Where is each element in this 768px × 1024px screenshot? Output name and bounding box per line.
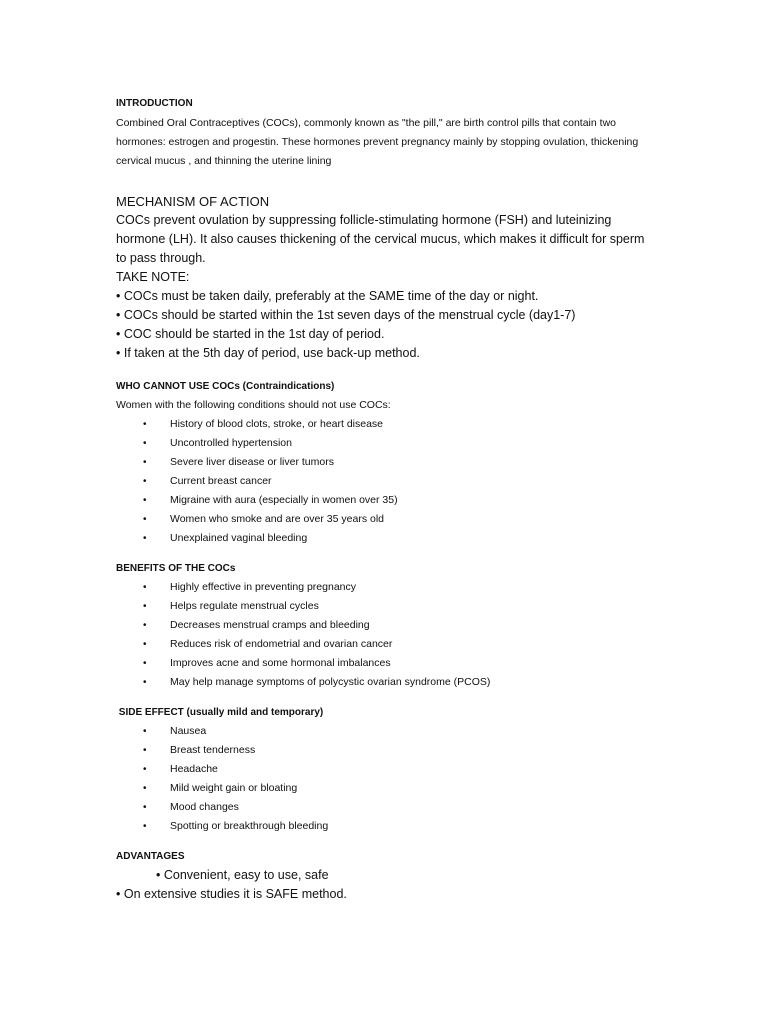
list-item: • Mild weight gain or bloating (116, 779, 676, 798)
bullet-icon: • (143, 601, 147, 612)
list-item: • Breast tenderness (116, 741, 676, 760)
bullet-icon: • (143, 783, 147, 794)
take-note-item: • COC should be started in the 1st day of period. (116, 327, 385, 341)
bullet-icon: • (143, 620, 147, 631)
introduction-line: cervical mucus , and thinning the uterine lining (116, 155, 332, 167)
list-item: • History of blood clots, stroke, or heart disease (116, 415, 676, 434)
bullet-icon: • (143, 476, 147, 487)
bullet-icon: • (143, 764, 147, 775)
bullet-icon: • (143, 745, 147, 756)
take-note-label: TAKE NOTE: (116, 270, 190, 284)
list-item: • Uncontrolled hypertension (116, 434, 676, 453)
list-item: • Nausea (116, 722, 676, 741)
mechanism-heading: MECHANISM OF ACTION (116, 194, 270, 209)
mechanism-line: to pass through. (116, 251, 206, 265)
list-item: • Improves acne and some hormonal imbalances (116, 654, 676, 673)
introduction-line: hormones: estrogen and progestin. These hormones prevent pregnancy mainly by stopping ovulation, thickening (116, 136, 639, 148)
bullet-icon: • (143, 639, 147, 650)
take-note-item: • COCs should be started within the 1st seven days of the menstrual cycle (day1-7) (116, 308, 576, 322)
bullet-icon: • (143, 658, 147, 669)
list-item: • Highly effective in preventing pregnancy (116, 578, 676, 597)
mechanism-line: COCs prevent ovulation by suppressing follicle-stimulating hormone (FSH) and luteinizing (116, 213, 612, 227)
list-item: • Headache (116, 760, 676, 779)
take-note-item: • COCs must be taken daily, preferably at the SAME time of the day or night. (116, 289, 539, 303)
list-item: • Helps regulate menstrual cycles (116, 597, 676, 616)
advantage-item: • Convenient, easy to use, safe (156, 868, 329, 882)
benefits-list (116, 578, 676, 692)
bullet-icon: • (143, 802, 147, 813)
contraindications-intro: Women with the following conditions should not use COCs: (116, 399, 391, 411)
bullet-icon: • (143, 582, 147, 593)
document-page (116, 97, 676, 904)
mechanism-line: hormone (LH). It also causes thickening of the cervical mucus, which makes it difficult for sperm (116, 232, 645, 246)
list-item: • Current breast cancer (116, 472, 676, 491)
list-item: • Severe liver disease or liver tumors (116, 453, 676, 472)
bullet-icon: • (143, 677, 147, 688)
list-item: • Unexplained vaginal bleeding (116, 529, 676, 548)
list-item: • Migraine with aura (especially in women over 35) (116, 491, 676, 510)
side-effects-list (116, 722, 676, 836)
bullet-icon: • (143, 821, 147, 832)
list-item: • May help manage symptoms of polycystic ovarian syndrome (PCOS) (116, 673, 676, 692)
bullet-icon: • (143, 438, 147, 449)
advantages-heading: ADVANTAGES (116, 851, 185, 862)
bullet-icon: • (143, 726, 147, 737)
list-item: • Women who smoke and are over 35 years old (116, 510, 676, 529)
side-effects-heading: SIDE EFFECT (usually mild and temporary) (116, 707, 324, 718)
introduction-line: Combined Oral Contraceptives (COCs), commonly known as "the pill," are birth control pills that contain two (116, 117, 616, 129)
benefits-heading: BENEFITS OF THE COCs (116, 563, 236, 574)
list-item: • Decreases menstrual cramps and bleeding (116, 616, 676, 635)
list-item: • Reduces risk of endometrial and ovarian cancer (116, 635, 676, 654)
bullet-icon: • (143, 514, 147, 525)
bullet-icon: • (143, 495, 147, 506)
list-item: • Spotting or breakthrough bleeding (116, 817, 676, 836)
bullet-icon: • (143, 419, 147, 430)
advantage-item: • On extensive studies it is SAFE method. (116, 887, 347, 901)
list-item: • Mood changes (116, 798, 676, 817)
contraindications-heading: WHO CANNOT USE COCs (Contraindications) (116, 381, 335, 392)
contraindications-list (116, 415, 676, 548)
take-note-item: • If taken at the 5th day of period, use back-up method. (116, 346, 420, 360)
bullet-icon: • (143, 533, 147, 544)
introduction-heading: INTRODUCTION (116, 98, 193, 109)
bullet-icon: • (143, 457, 147, 468)
